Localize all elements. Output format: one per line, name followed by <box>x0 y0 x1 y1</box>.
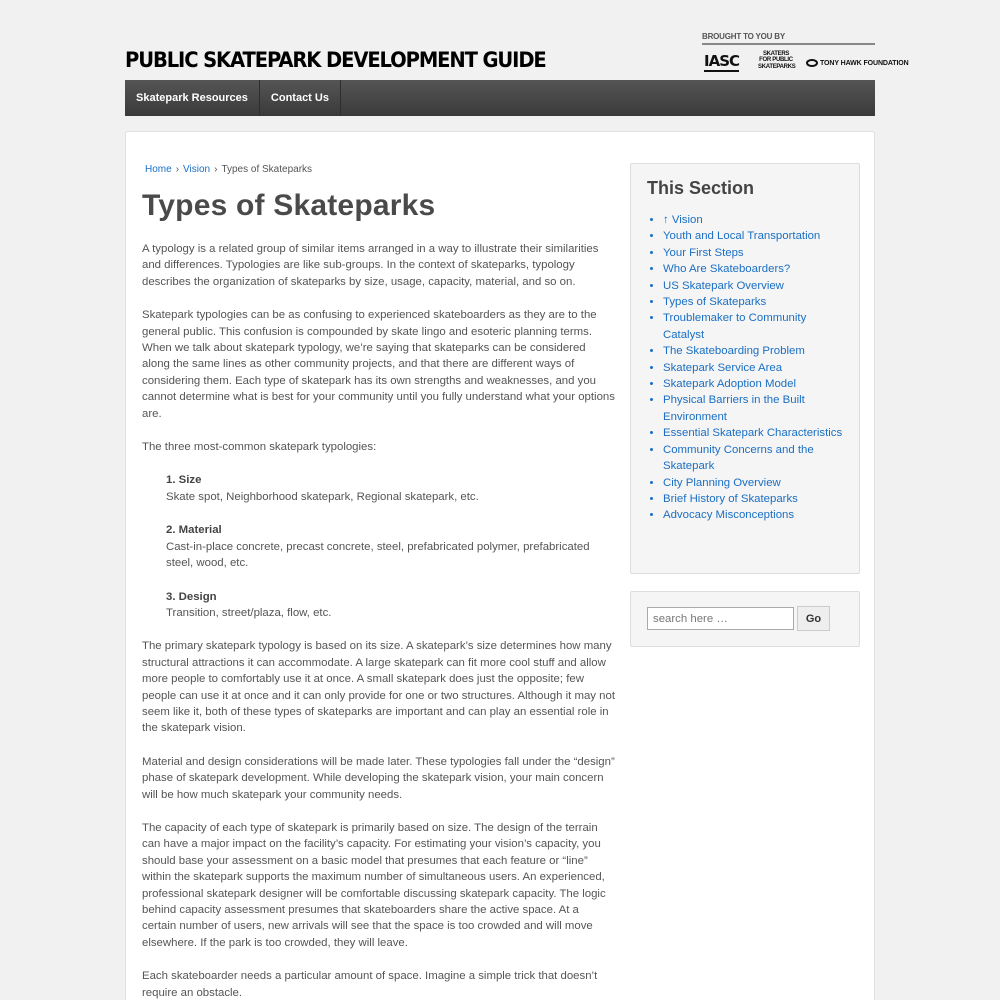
paragraph: The primary skatepark typology is based on its size. A skatepark’s size determines how many structural attractions it can accommodate. A large skatepark can fit more cool stuff and allow more people to comfortably use it at once. A small skatepark does just the opposite; few people can use it at once and it can only provide for one or two structures. Although it may not seem like it, both of these types of skateparks are important and can play an essential role in the skatepark vision. <box>142 640 615 735</box>
article-body <box>142 241 616 1000</box>
sidebar-link-brief-history[interactable]: Brief History of Skateparks <box>663 492 798 505</box>
paragraph: A typology is a related group of similar items arranged in a way to illustrate their similarities and differences. Typologies are like sub-groups. In the context of skateparks, typology describes the organization of skateparks by size, usage, capacity, material, and so on. <box>142 243 599 288</box>
typology-text: Cast-in-place concrete, precast concrete, steel, prefabricated polymer, prefabricated steel, wood, etc. <box>166 540 590 570</box>
sidebar-item <box>663 425 843 441</box>
typology-item <box>166 472 616 505</box>
sidebar-item <box>663 261 843 277</box>
sidebar-list <box>647 212 843 524</box>
iasc-logo[interactable]: IASC <box>704 52 740 70</box>
typology-item <box>166 589 616 622</box>
sidebar-item <box>663 294 843 310</box>
breadcrumb-separator: › <box>214 164 218 175</box>
nav-contact-us[interactable]: Contact Us <box>260 80 341 116</box>
sidebar-item <box>663 360 843 376</box>
skaters-for-public-skateparks-logo[interactable]: SKATERS FOR PUBLIC SKATEPARKS <box>758 51 796 70</box>
breadcrumb <box>142 164 616 175</box>
paragraph: Material and design considerations will be made later. These typologies fall under the “design” phase of skatepark development. While developing the skatepark vision, your main concern will be how much skatepark your community needs. <box>142 755 615 801</box>
typology-text: Skate spot, Neighborhood skatepark, Regional skatepark, etc. <box>166 490 479 503</box>
search-go-button[interactable]: Go <box>797 606 830 631</box>
sidebar-link-who-are-skateboarders[interactable]: Who Are Skateboarders? <box>663 263 791 276</box>
content-area <box>125 131 875 1000</box>
paragraph: Skatepark typologies can be as confusing to experienced skateboarders as they are to the general public. This confusion is compounded by skate lingo and esoteric planning terms. When we talk about skatepark typology, we’re saying that skateparks can be considered along the same lines as other community projects, and that there are different ways of considering them. Each type of skatepark has its own strengths and weaknesses, and you cannot determine what is best for your community until you fully understand what your options are. <box>142 309 615 420</box>
sidebar-item <box>663 442 843 475</box>
sidebar-link-skateboarding-problem[interactable]: The Skateboarding Problem <box>663 345 805 358</box>
sponsors-label: BROUGHT TO YOU BY <box>702 32 875 45</box>
typology-item <box>166 522 616 571</box>
sidebar-item <box>663 245 843 261</box>
page-title: Types of Skateparks <box>142 189 436 222</box>
sidebar-link-city-planning[interactable]: City Planning Overview <box>663 476 781 489</box>
main-nav <box>125 80 875 116</box>
sidebar-link-adoption-model[interactable]: Skatepark Adoption Model <box>663 378 796 391</box>
tony-hawk-logo-text: TONY HAWK FOUNDATION <box>820 59 909 67</box>
sidebar-item <box>663 228 843 244</box>
sidebar-link-troublemaker[interactable]: Troublemaker to Community Catalyst <box>663 312 807 341</box>
sidebar-this-section <box>630 163 860 574</box>
typology-text: Transition, street/plaza, flow, etc. <box>166 606 332 619</box>
sidebar-link-types-of-skateparks[interactable]: Types of Skateparks <box>663 296 767 309</box>
sponsors-block <box>702 32 909 79</box>
site-title[interactable]: PUBLIC SKATEPARK DEVELOPMENT GUIDE <box>125 48 546 72</box>
nav-skatepark-resources[interactable]: Skatepark Resources <box>125 80 260 116</box>
sidebar-link-physical-barriers[interactable]: Physical Barriers in the Built Environment <box>663 394 805 423</box>
search-input[interactable] <box>647 607 794 630</box>
sidebar-link-us-skatepark-overview[interactable]: US Skatepark Overview <box>663 279 784 292</box>
sponsor-logos <box>702 49 909 79</box>
sidebar-link-community-concerns[interactable]: Community Concerns and the Skatepark <box>663 443 814 473</box>
sidebar-item <box>663 343 843 359</box>
typology-label: 3. Design <box>166 590 217 603</box>
tony-hawk-foundation-logo[interactable] <box>806 59 909 67</box>
tony-hawk-mark-icon <box>806 59 818 67</box>
sidebar-link-youth-transportation[interactable]: Youth and Local Transportation <box>663 230 821 243</box>
main-column <box>142 164 616 1000</box>
sidebar-link-essential-characteristics[interactable]: Essential Skatepark Characteristics <box>663 427 843 440</box>
breadcrumb-current: Types of Skateparks <box>221 164 313 175</box>
sidebar-link-service-area[interactable]: Skatepark Service Area <box>663 361 783 374</box>
paragraph: The three most-common skatepark typologies: <box>142 441 377 454</box>
sidebar-link-first-steps[interactable]: Your First Steps <box>663 246 744 259</box>
paragraph: The capacity of each type of skatepark is primarily based on size. The design of the terrain can have a major impact on the facility’s capacity. For estimating your vision’s capacity, you should base your assessment on a basic model that presumes that each feature or “line” within the skatepark supports the maximum number of simultaneous users. An experienced, professional skatepark designer will be comfortable discussing skatepark capacity. The logic behind capacity assessment presumes that skateboarders share the active space. At a certain number of users, new arrivals will see that the space is too crowded and will move elsewhere. If the park is too crowded, they will leave. <box>142 821 606 949</box>
sidebar-item <box>663 278 843 294</box>
typology-label: 2. Material <box>166 524 222 537</box>
paragraph: Each skateboarder needs a particular amount of space. Imagine a simple trick that doesn’t require an obstacle. <box>142 970 598 999</box>
sidebar-link-advocacy-misconceptions[interactable]: Advocacy Misconceptions <box>663 509 795 522</box>
sidebar-item <box>663 376 843 392</box>
breadcrumb-home[interactable]: Home <box>145 164 172 175</box>
breadcrumb-vision[interactable]: Vision <box>183 164 211 175</box>
sidebar-link-vision[interactable]: ↑ Vision <box>663 214 703 226</box>
sidebar-item <box>663 310 843 343</box>
typology-label: 1. Size <box>166 474 202 487</box>
breadcrumb-separator: › <box>175 164 180 175</box>
sidebar-item <box>663 491 843 507</box>
sidebar-item <box>663 475 843 491</box>
sidebar-item <box>663 507 843 523</box>
search-widget <box>630 591 860 647</box>
sidebar-title: This Section <box>647 178 755 198</box>
sidebar-item <box>663 392 843 425</box>
sidebar-item <box>663 212 843 228</box>
